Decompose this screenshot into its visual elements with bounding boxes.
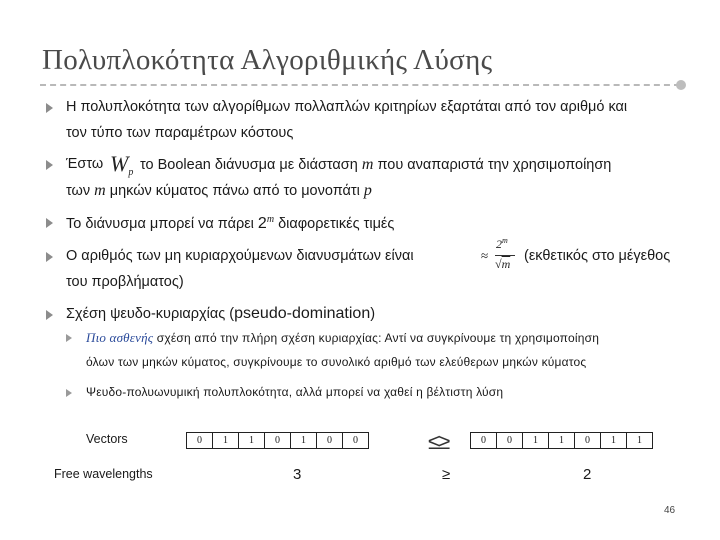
free-count-a: 3 [293,466,302,483]
bullet-arrow-icon [46,310,53,320]
nondominated-count-formula: ≈ $2^m$ √m [481,236,521,276]
vector-a-cell: 0 [197,435,202,446]
vector-b-cell: 0 [574,433,600,448]
bullet-4-tail: (εκθετικός στο μέγεθος [524,248,671,264]
vector-b-cell: 0 [481,435,486,446]
greater-equal-symbol: ≥ [442,466,451,483]
wp-symbol: $W_p$ [110,151,134,178]
title-divider [40,84,680,86]
incomparable-symbol: ≤≥ [428,429,449,454]
vector-a-cell: 1 [238,433,264,448]
vectors-label: Vectors [86,432,128,446]
vector-a-cell: 0 [264,433,290,448]
free-wavelengths-label: Free wavelengths [54,467,153,481]
bullet-arrow-icon [46,103,53,113]
bullet-2-line-1: το Boolean διάνυσμα με διάσταση m που αναπαριστά την χρησιμοποίηση [140,156,612,173]
vector-a-cell: 0 [316,433,342,448]
vector-a-cell: 1 [212,433,238,448]
slide-title: Πολυπλοκότητα Αλγοριθμικής Λύσης [42,44,493,76]
free-count-b: 2 [583,466,592,483]
sub-bullet-arrow-icon [66,389,72,397]
bullet-1-line-1: Η πολυπλοκότητα των αλγορίθμων πολλαπλών κριτηρίων εξαρτάται από τον αριθμό και [66,99,628,115]
bullet-2-prefix: Έστω [66,156,104,172]
vector-b-cell: 1 [600,433,626,448]
bullet-arrow-icon [46,218,53,228]
bullet-arrow-icon [46,252,53,262]
sub-bullet-2-text: Ψευδο-πολυωνυμική πολυπλοκότητα, αλλά μπορεί να χαθεί η βέλτιστη λύση [86,385,504,399]
sub-bullet-arrow-icon [66,334,72,342]
bullet-5-text: Σχέση ψευδο-κυριαρχίας (pseudo-domination) [66,305,376,322]
vector-b-cell: 0 [496,433,522,448]
bullet-3-text: Το διάνυσμα μπορεί να πάρει 2$^m$ διαφορετικές τιμές [66,214,395,232]
bullet-4-line-2: του προβλήματος) [66,274,184,290]
bullet-4-line-1: Ο αριθμός των μη κυριαρχούμενων διανυσμάτων είναι [66,248,414,264]
vector-a-cell: 1 [290,433,316,448]
divider-end-dot [676,80,686,90]
sub-bullet-1-line-2: όλων των μηκών κύματος, συγκρίνουμε το συνολικό αριθμό των ελεύθερων μηκών κύματος [86,355,587,369]
vector-b-cell: 1 [626,433,652,448]
bullet-arrow-icon [46,160,53,170]
vector-a-table [186,432,369,449]
bullet-1-line-2: τον τύπο των παραμέτρων κόστους [66,125,294,141]
sub-bullet-1-line-1: Πιο ασθενής σχέση από την πλήρη σχέση κυριαρχίας: Αντί να συγκρίνουμε τη χρησιμοποίηση [86,330,600,345]
vector-b-table [470,432,653,449]
vector-a-cell: 0 [342,433,368,448]
page-number: 46 [664,505,676,516]
vector-b-cell: 1 [548,433,574,448]
bullet-2-line-2: των m μηκών κύματος πάνω από το μονοπάτι p [66,182,372,199]
vector-b-cell: 1 [522,433,548,448]
